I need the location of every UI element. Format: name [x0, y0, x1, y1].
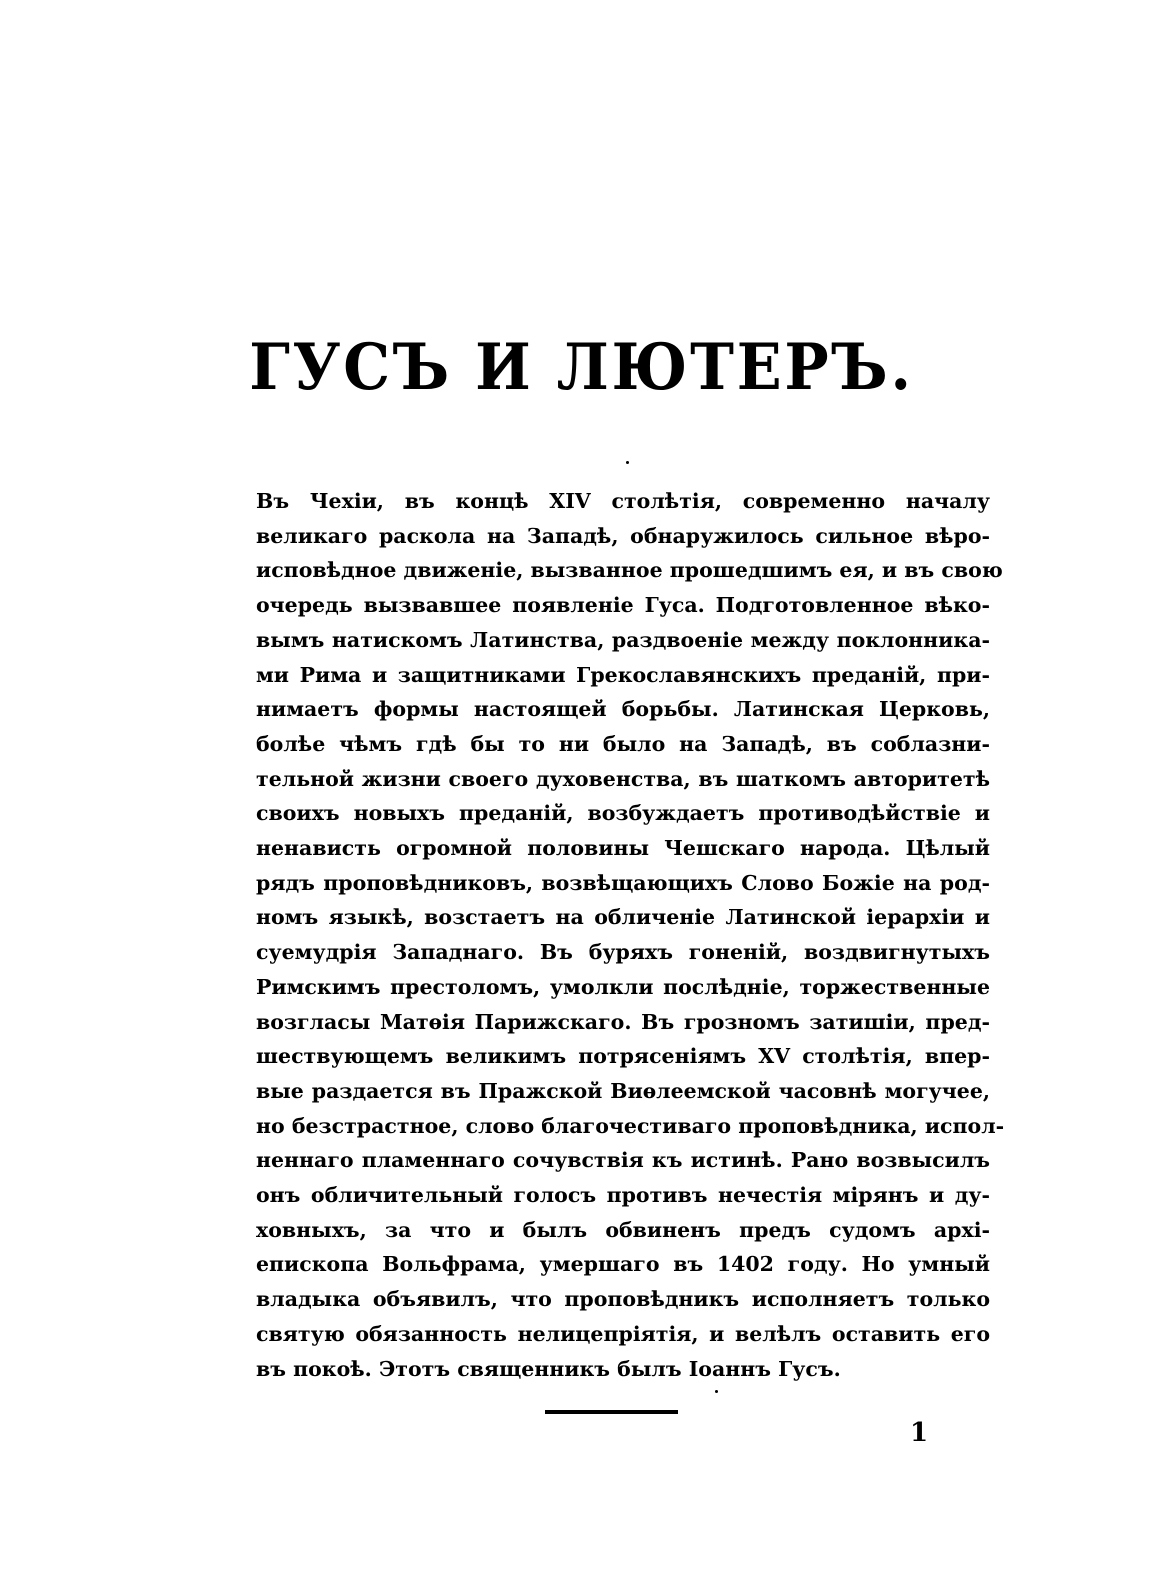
text-line: тельной жизни своего духовенства, въ шаткомъ авторитетѣ	[256, 766, 990, 791]
text-line: своихъ новыхъ преданій, возбуждаетъ противодѣйствіе и	[256, 801, 990, 826]
text-line: вымъ натискомъ Латинства, раздвоеніе между поклонника-	[256, 627, 990, 652]
page-number: 1	[910, 1418, 929, 1448]
text-line: Римскимъ престоломъ, умолкли послѣдніе, торжественные	[256, 974, 990, 999]
text-line: Въ Чехіи, въ концѣ XIV столѣтія, современно началу	[256, 489, 990, 513]
text-line: неннаго пламеннаго сочувствія къ истинѣ. Рано возвысилъ	[256, 1148, 990, 1173]
section-rule	[545, 1410, 678, 1414]
text-line: ховныхъ, за что и былъ обвиненъ предъ судомъ архі-	[256, 1217, 990, 1242]
text-line: въ покоѣ. Этотъ священникъ былъ Іоаннъ Гусъ.	[256, 1356, 841, 1381]
text-line: но безстрастное, слово благочестиваго проповѣдника, испол-	[256, 1113, 1005, 1138]
text-line: ненависть огромной половины Чешскаго народа. Цѣлый	[256, 836, 990, 861]
print-speck	[626, 461, 629, 464]
body-paragraph	[256, 484, 1005, 1386]
text-line: возгласы Матѳія Парижскаго. Въ грозномъ затишіи, пред-	[256, 1009, 990, 1034]
text-line: суемудрія Западнаго. Въ буряхъ гоненій, воздвигнутыхъ	[256, 940, 990, 965]
text-line: вые раздается въ Пражской Виѳлеемской часовнѣ могучее,	[256, 1078, 990, 1103]
text-line: владыка объявилъ, что проповѣдникъ исполняетъ только	[256, 1287, 990, 1312]
text-line: ми Рима и защитниками Грекославянскихъ преданій, при-	[256, 662, 990, 687]
print-speck	[715, 1390, 718, 1393]
text-line: исповѣдное движеніе, вызванное прошедшимъ ея, и въ свою	[256, 558, 1003, 583]
text-line: святую обязанность нелицепріятія, и велѣлъ оставить его	[256, 1321, 990, 1346]
text-line: епископа Вольфрама, умершаго въ 1402 году. Но умный	[256, 1252, 990, 1277]
text-line: шествующемъ великимъ потрясеніямъ XV столѣтія, впер-	[256, 1044, 990, 1069]
text-line: рядъ проповѣдниковъ, возвѣщающихъ Слово Божіе на род-	[256, 870, 990, 895]
text-line: нимаетъ формы настоящей борьбы. Латинская Церковь,	[256, 697, 990, 722]
text-line: онъ обличительный голосъ противъ нечестія мірянъ и ду-	[256, 1183, 990, 1208]
text-line: великаго раскола на Западѣ, обнаружилось сильное вѣро-	[256, 523, 990, 548]
text-line: очередь вызвавшее появленіе Гуса. Подготовленное вѣко-	[256, 593, 990, 618]
text-line: номъ языкѣ, возстаетъ на обличеніе Латинской іерархіи и	[256, 905, 990, 930]
page-title: ГУСЪ И ЛЮТЕРЪ.	[249, 330, 914, 405]
text-line: болѣе чѣмъ гдѣ бы то ни было на Западѣ, въ соблазни-	[256, 731, 990, 756]
